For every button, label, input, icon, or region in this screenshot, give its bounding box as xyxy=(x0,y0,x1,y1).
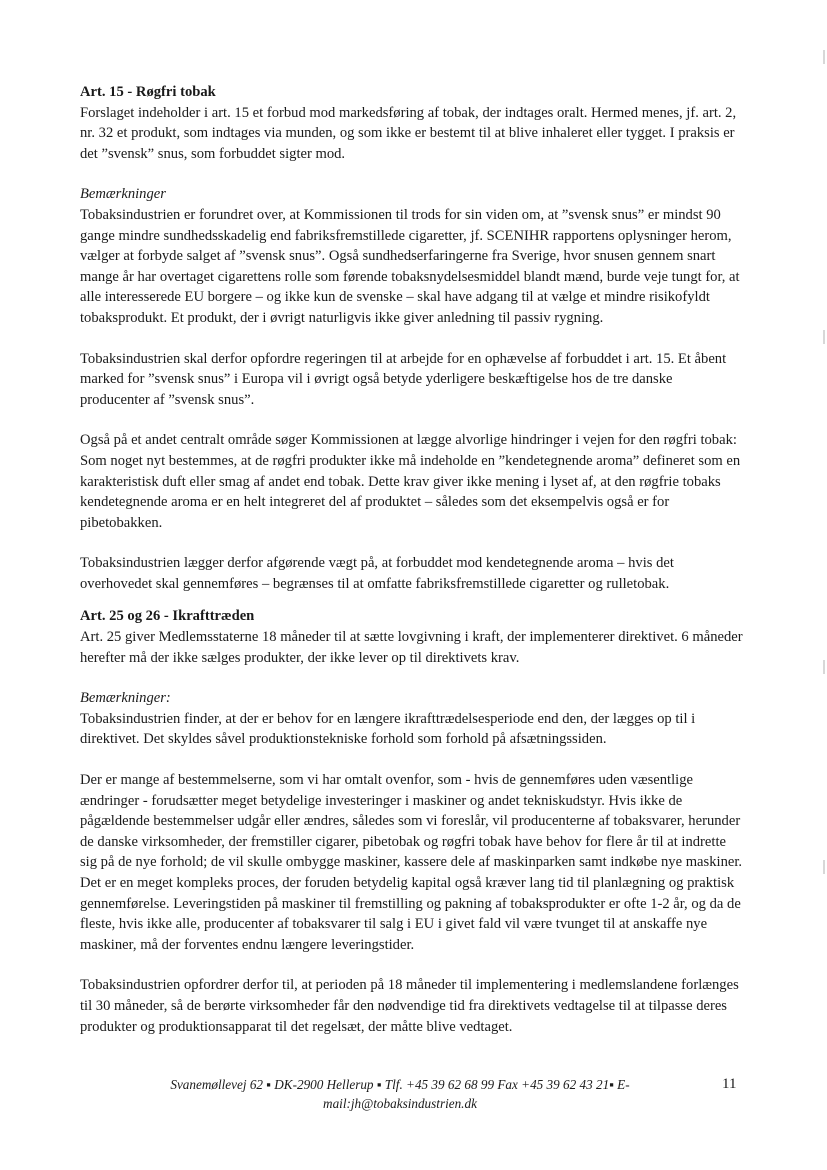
paragraph-art25-intro: Art. 25 giver Medlemsstaterne 18 måneder til at sætte lovgivning i kraft, der implementerer direktivet. 6 måneder herefter må der ikke sælges produkter, der ikke lever op til direktivets krav. xyxy=(80,629,743,666)
paragraph-art15-remarks-1: Tobaksindustrien er forundret over, at Kommissionen til trods for sin viden om, at ”svensk snus” er mindst 90 gange mindre sundhedsskadelig end fabriksfremstillede cigaretter, jf. SCENIHR rapportens oplysninger herom, vælger at forbyde salget af ”svensk snus”. Også sundhedserfaringerne fra Sverige, hvor snusen gennem snart mange år har overtaget cigarettens rolle som førende tobaksnydelsesmiddel blandt mænd, burde veje tungt for, at alle interesserede EU borgere – og ikke kun de svenske – skal have adgang til at vælge et mindre risikofyldt tobaksprodukt. Et produkt, der i øvrigt naturligvis ikke giver anledning til passiv rygning. xyxy=(80,206,740,326)
paragraph-art25-remarks-3: Tobaksindustrien opfordrer derfor til, at perioden på 18 måneder til implementering i medlemslandene forlænges til 30 måneder, så de berørte virksomheder får den nødvendige tid fra direktivets vedtagelse til at tilpasse deres produkter og produktionsapparat til det regelsæt, der måtte blive vedtaget. xyxy=(80,977,739,1035)
paragraph-art15-remarks-3: Også på et andet centralt område søger Kommissionen at lægge alvorlige hindringer i vejen for den røgfri tobak: Som noget nyt bestemmes, at de røgfri produkter ikke må indeholde en ”kendetegnende aroma” defineret som en karakteristisk duft eller smag af andet end tobak. Dette krav giver ikke mening i lyset af, at den røgfrie tobaks kendetegnende aroma er en helt integreret del af produktet – således som det eksempelvis også er for pibetobakken. xyxy=(80,432,741,531)
scan-edge-mark xyxy=(823,860,825,874)
paragraph-art25-remarks-1: Tobaksindustrien finder, at der er behov for en længere ikrafttrædelsesperiode end den, der lægges op til i direktivet. Det skyldes såvel produktionstekniske forhold som forhold på afsætningssiden. xyxy=(80,710,696,748)
section-heading-art25-26: Art. 25 og 26 - Ikrafttræden xyxy=(80,608,255,625)
document-body xyxy=(80,82,745,1037)
remarks-heading-art25: Bemærkninger: xyxy=(80,690,171,707)
remarks-heading-art15: Bemærkninger xyxy=(80,186,166,203)
page-footer xyxy=(140,1075,660,1113)
footer-email: mail:jh@tobaksindustrien.dk xyxy=(323,1096,477,1111)
paragraph-art25-remarks-2: Der er mange af bestemmelserne, som vi har omtalt ovenfor, som - hvis de gennemføres uden væsentlige ændringer - forudsætter meget betydelige investeringer i maskiner og andet tekniskudstyr. Hvis ikke de pågældende bestemmelser udgår eller ændres, således som vi foreslår, vil producenterne af tobaksvarer, herunder de danske virksomheder, der fremstiller cigarer, pibetobak og røgfri tobak have behov for flere år til at indrette sig på de nye forhold; de vil skulle ombygge maskiner, kassere dele af maskinparken samt indkøbe nye maskiner. Det er en meget kompleks proces, der foruden betydelig kapital også kræver lang tid til planlægning og praktisk gennemførelse. Leveringstiden på maskiner til fremstilling og pakning af tobaksprodukter er ofte 1-2 år, og da de fleste, hvis ikke alle, producenter af tobaksvarer til salg i EU i givet fald vil være tvunget til at anskaffe nye maskiner, må der forventes endnu længere leveringstider. xyxy=(80,772,743,953)
page-number: 11 xyxy=(722,1076,737,1092)
scan-edge-mark xyxy=(823,660,825,674)
paragraph-art15-remarks-2: Tobaksindustrien skal derfor opfordre regeringen til at arbejde for en ophævelse af forbuddet i art. 15. Et åbent marked for ”svensk snus” i Europa vil i øvrigt også betyde yderligere beskæftigelse hos de tre danske producenter af ”svensk snus”. xyxy=(80,350,727,408)
scan-edge-mark xyxy=(823,50,825,64)
paragraph-art15-remarks-4: Tobaksindustrien lægger derfor afgørende vægt på, at forbuddet mod kendetegnende aroma – hvis det overhovedet skal gennemføres – begrænses til at omfatte fabriksfremstillede cigaretter og rulletobak. xyxy=(80,555,674,592)
footer-address: Svanemøllevej 62 ▪ DK-2900 Hellerup ▪ Tlf. +45 39 62 68 99 Fax +45 39 62 43 21▪ E- xyxy=(170,1077,630,1092)
section-heading-art15: Art. 15 - Røgfri tobak xyxy=(80,84,216,100)
paragraph-art15-intro: Forslaget indeholder i art. 15 et forbud mod markedsføring af tobak, der indtages oralt. Hermed menes, jf. art. 2, nr. 32 et produkt, som indtages via munden, og som ikke er bestemt til at blive inhaleret eller tygget. I praksis er det ”svensk” snus, som forbuddet sigter mod. xyxy=(80,104,737,162)
scan-edge-mark xyxy=(823,330,825,344)
